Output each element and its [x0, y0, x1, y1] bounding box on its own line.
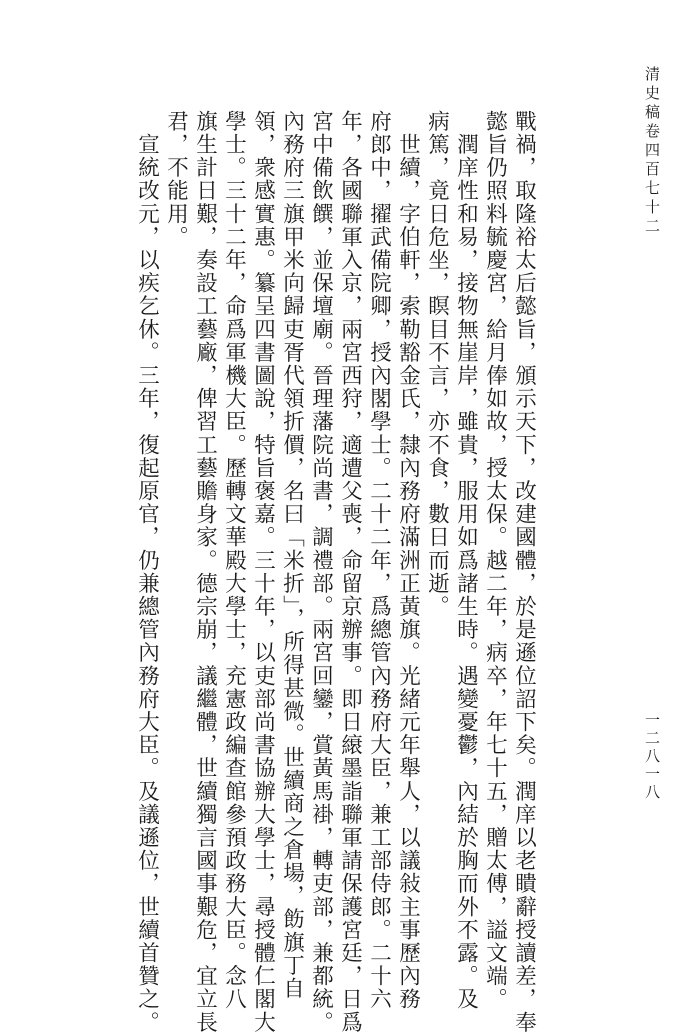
text-column-2: 懿旨仍照料毓慶宮，給月俸如故，授太保。越二年，病卒，年七十五，贈太傅，謚文端。	[482, 110, 508, 1011]
text-column-14: 宣統改元，以疾乞休。三年，復起原官，仍兼總管內務府大臣。及議遜位，世續首贊之。	[134, 110, 160, 1034]
text-column-10: 領，衆感實惠。纂呈四書圖說，特旨褒嘉。三十年，以吏部尚書協辦大學士，尋授體仁閣大	[250, 110, 276, 1034]
running-header-title: 清史稿卷四百七十二	[643, 66, 661, 237]
text-column-3: 潤庠性和易，接物無崖岸，雖貴，服用如爲諸生時。遇變憂鬱，內結於胸而外不露。及	[453, 110, 479, 1011]
text-column-9: 內務府三旗甲米向歸吏胥代領折價，名曰「米折」，所得甚微。世續商之倉場，飭旗丁自	[279, 110, 305, 1001]
text-column-11: 學士。三十二年，命爲軍機大臣。歷轉文華殿大學士，充憲政編查館參預政務大臣。念八	[221, 110, 247, 1011]
text-column-5: 世續，字伯軒，索勒豁金氏，隸內務府滿洲正黃旗。光緒元年舉人，以議敍主事歷內務	[395, 110, 421, 1011]
text-column-12: 旗生計日艱，奏設工藝廠，俾習工藝贍身家。德宗崩，議繼體，世續獨言國事艱危，宜立長	[192, 110, 218, 1034]
text-column-13: 君，不能用。	[163, 110, 189, 249]
text-column-4: 病篤，竟日危坐，瞑目不言，亦不食，數日而逝。	[424, 110, 450, 619]
text-column-6: 府郎中，擢武備院卿，授內閣學士。二十二年，爲總管內務府大臣，兼工部侍郎。二十六	[366, 110, 392, 1011]
text-column-7: 年，各國聯軍入京，兩宮西狩，適遭父喪，命留京辦事。即日縗墨詣聯軍請保護宮廷，日爲	[337, 110, 363, 1034]
text-column-8: 宮中備飲饌，並保壇廟。晉理藩院尚書，調禮部。兩宮回鑾，賞黃馬褂，轉吏部，兼都統。	[308, 110, 334, 1034]
text-column-1: 戰禍，取隆裕太后懿旨，頒示天下，改建國體，於是遜位詔下矣。潤庠以老瞶辭授讀差，奉	[511, 110, 537, 1034]
page-number: 一二八一八	[643, 712, 661, 802]
